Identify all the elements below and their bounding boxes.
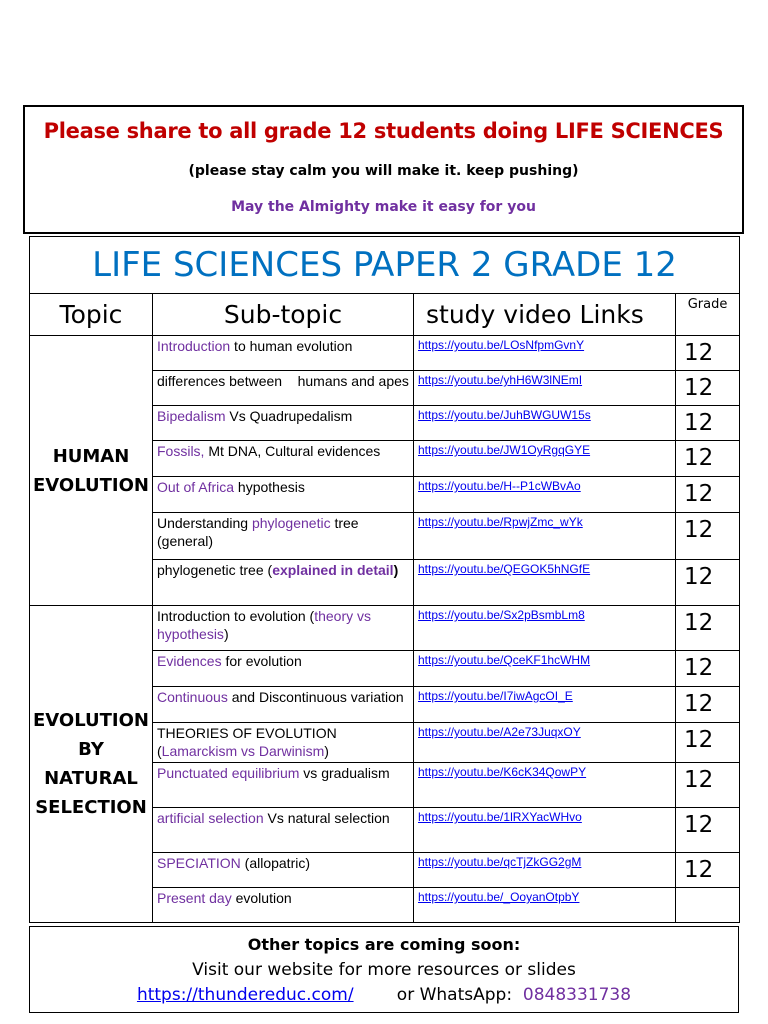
subtopic-cell xyxy=(153,336,414,371)
subtopic-text: Introduction xyxy=(157,338,231,354)
website-link[interactable]: https://thundereduc.com/ xyxy=(136,985,354,1005)
subtopic-text: phylogenetic tree ( xyxy=(157,562,273,578)
subtopic-text: (allopatric) xyxy=(240,855,311,871)
subtopic-text: Fossils, xyxy=(157,443,205,459)
video-link[interactable]: https://youtu.be/LOsNfpmGvnY xyxy=(418,338,585,352)
footer-visit-text: Visit our website for more resources or slides xyxy=(192,960,576,980)
subtopic-text: Understanding xyxy=(157,515,252,531)
subtopic-text: Continuous xyxy=(157,689,228,705)
subtopic-text: Evidences xyxy=(157,653,222,669)
table-body xyxy=(30,336,740,923)
subtopic-text: Present day xyxy=(157,890,232,906)
subtopic-cell xyxy=(153,477,414,513)
grade-cell: 12 xyxy=(676,371,740,406)
subtopic-text: theory vs hypothesis xyxy=(157,608,375,642)
subtopic-cell xyxy=(153,606,414,651)
link-cell xyxy=(414,687,676,723)
subtopic-text: THEORIES OF EVOLUTION ( xyxy=(157,725,341,759)
subtopic-text: differences between humans and apes xyxy=(157,373,409,389)
subtopic-text: Introduction to evolution ( xyxy=(157,608,315,624)
subtopic-text: ) xyxy=(223,626,229,642)
video-link[interactable]: https://youtu.be/QEGOK5hNGfE xyxy=(418,562,591,576)
video-link[interactable]: https://youtu.be/_OoyanOtpbY xyxy=(418,890,580,904)
subtopic-cell xyxy=(153,808,414,853)
footer-box xyxy=(29,926,739,1013)
subtopic-text: tree (general) xyxy=(157,515,363,549)
subtopic-cell xyxy=(153,888,414,923)
table-row xyxy=(30,606,740,651)
link-cell xyxy=(414,406,676,441)
grade-cell: 12 xyxy=(676,853,740,888)
subtopic-cell xyxy=(153,560,414,606)
video-link[interactable]: https://youtu.be/qcTjZkGG2gM xyxy=(418,855,582,869)
video-link[interactable]: https://youtu.be/I7iwAgcOI_E xyxy=(418,689,573,703)
link-cell xyxy=(414,853,676,888)
subtopic-text: Vs Quadrupedalism xyxy=(225,408,353,424)
subtopic-text: Vs natural selection xyxy=(263,810,390,826)
video-link[interactable]: https://youtu.be/QceKF1hcWHM xyxy=(418,653,591,667)
grade-cell: 12 xyxy=(676,687,740,723)
topic-label-line: SELECTION xyxy=(35,797,147,818)
subtopic-cell xyxy=(153,651,414,687)
subtopic-text: evolution xyxy=(231,890,292,906)
subtopic-text: to human evolution xyxy=(230,338,353,354)
column-header-subtopic: Sub-topic xyxy=(153,294,414,336)
subtopic-cell xyxy=(153,513,414,560)
column-header-links: study video Links xyxy=(414,294,676,336)
link-cell xyxy=(414,888,676,923)
video-link[interactable]: https://youtu.be/Sx2pBsmbLm8 xyxy=(418,608,585,622)
subtopic-text: Out of Africa xyxy=(157,479,235,495)
header-blessing: May the Almighty make it easy for you xyxy=(231,199,536,215)
footer-contact xyxy=(30,985,738,1005)
whatsapp-label-text: or WhatsApp: xyxy=(396,985,513,1005)
grade-cell: 12 xyxy=(676,651,740,687)
link-cell xyxy=(414,371,676,406)
grade-cell: 12 xyxy=(676,477,740,513)
grade-cell: 12 xyxy=(676,723,740,763)
subtopic-cell xyxy=(153,723,414,763)
link-cell xyxy=(414,441,676,477)
subtopic-cell xyxy=(153,371,414,406)
subtopic-cell xyxy=(153,853,414,888)
link-cell xyxy=(414,606,676,651)
header-subtitle: (please stay calm you will make it. keep pushing) xyxy=(188,163,579,179)
table-title: LIFE SCIENCES PAPER 2 GRADE 12 xyxy=(30,237,740,294)
subtopic-text: Mt DNA, Cultural evidences xyxy=(204,443,381,459)
grade-cell: 12 xyxy=(676,763,740,808)
subtopic-text: Punctuated equilibrium xyxy=(157,765,300,781)
column-header-topic: Topic xyxy=(30,294,153,336)
topic-cell xyxy=(30,336,153,606)
link-cell xyxy=(414,513,676,560)
video-link[interactable]: https://youtu.be/H--P1cWBvAo xyxy=(418,479,581,493)
topic-label-line: BY xyxy=(78,739,104,760)
subtopic-text: Bipedalism xyxy=(157,408,226,424)
video-link[interactable]: https://youtu.be/yhH6W3lNEmI xyxy=(418,373,583,387)
video-link[interactable]: https://youtu.be/JW1OyRgqGYE xyxy=(418,443,591,457)
subtopic-text: ) xyxy=(393,562,399,578)
topic-label-line: HUMAN xyxy=(52,445,130,467)
topic-label-line: EVOLUTION xyxy=(33,710,149,731)
grade-cell: 12 xyxy=(676,406,740,441)
link-cell xyxy=(414,560,676,606)
subtopic-cell xyxy=(153,687,414,723)
subtopic-text: SPECIATION xyxy=(157,855,241,871)
grade-cell: 12 xyxy=(676,560,740,606)
subtopic-cell xyxy=(153,763,414,808)
subtopic-cell xyxy=(153,441,414,477)
header-title: Please share to all grade 12 students doing LIFE SCIENCES xyxy=(43,119,724,143)
link-cell xyxy=(414,336,676,371)
link-cell xyxy=(414,763,676,808)
video-link[interactable]: https://youtu.be/A2e73JuqxOY xyxy=(418,725,581,739)
grade-cell: 12 xyxy=(676,808,740,853)
table-row xyxy=(30,336,740,371)
link-cell xyxy=(414,808,676,853)
study-links-table xyxy=(29,236,740,923)
whatsapp-label xyxy=(359,985,518,1005)
grade-cell: 12 xyxy=(676,606,740,651)
subtopic-text: vs gradualism xyxy=(299,765,390,781)
video-link[interactable]: https://youtu.be/1lRXYacWHvo xyxy=(418,810,582,824)
grade-cell: 12 xyxy=(676,336,740,371)
video-link[interactable]: https://youtu.be/K6cK34QowPY xyxy=(418,765,587,779)
footer-coming-soon: Other topics are coming soon: xyxy=(247,935,521,954)
subtopic-text: artificial selection xyxy=(157,810,264,826)
grade-cell: 12 xyxy=(676,513,740,560)
grade-cell xyxy=(676,888,740,923)
topic-label-line: NATURAL xyxy=(44,768,138,789)
video-link[interactable]: https://youtu.be/JuhBWGUW15s xyxy=(418,408,591,422)
column-header-grade: Grade xyxy=(676,294,740,336)
subtopic-text: phylogenetic xyxy=(251,515,331,531)
link-cell xyxy=(414,477,676,513)
subtopic-cell xyxy=(153,406,414,441)
grade-cell: 12 xyxy=(676,441,740,477)
header-box xyxy=(23,105,744,234)
subtopic-text: Lamarckism vs Darwinism xyxy=(161,743,325,759)
subtopic-text: ) xyxy=(324,743,329,759)
whatsapp-number[interactable]: 0848331738 xyxy=(522,985,632,1005)
video-link[interactable]: https://youtu.be/RpwjZmc_wYk xyxy=(418,515,583,529)
subtopic-text: hypothesis xyxy=(234,479,305,495)
topic-cell xyxy=(30,606,153,923)
subtopic-text: explained in detail xyxy=(272,562,394,578)
link-cell xyxy=(414,651,676,687)
link-cell xyxy=(414,723,676,763)
topic-label-line: EVOLUTION xyxy=(33,474,149,496)
subtopic-text: and Discontinuous variation xyxy=(227,689,404,705)
subtopic-text: for evolution xyxy=(221,653,302,669)
